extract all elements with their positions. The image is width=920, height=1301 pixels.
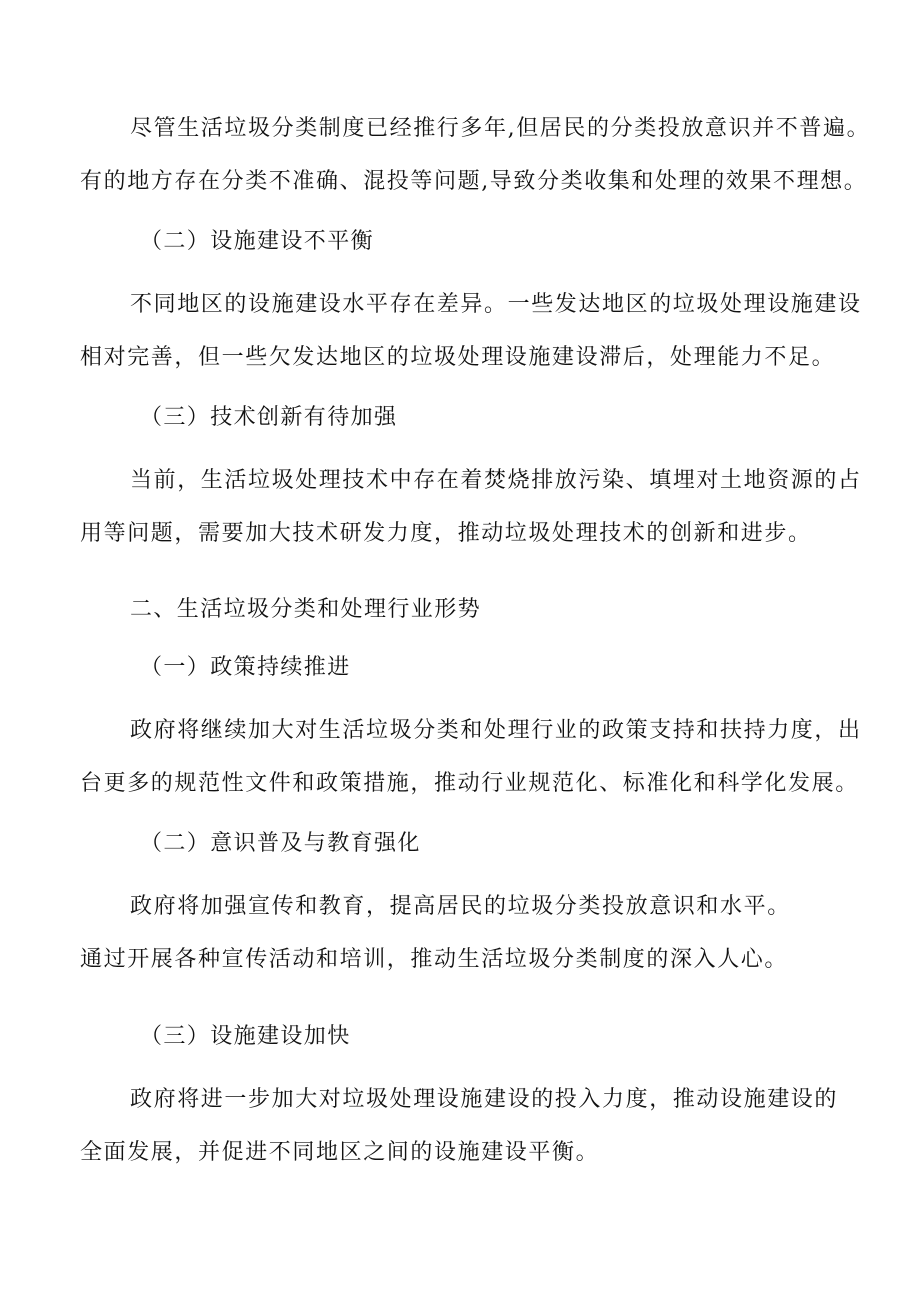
paragraph-line: 当前，生活垃圾处理技术中存在着焚烧排放污染、填埋对土地资源的占 xyxy=(130,468,862,493)
section-subheading: （二）意识普及与教育强化 xyxy=(140,831,421,856)
paragraph-line: 政府将加强宣传和教育，提高居民的垃圾分类投放意识和水平。 xyxy=(130,894,791,919)
section-subheading: （三）设施建设加快 xyxy=(140,1024,351,1049)
paragraph-line: 政府将继续加大对生活垃圾分类和处理行业的政策支持和扶持力度，出 xyxy=(130,718,862,743)
paragraph-line: 全面发展，并促进不同地区之间的设施建设平衡。 xyxy=(80,1140,600,1165)
section-subheading: （二）设施建设不平衡 xyxy=(140,229,375,254)
paragraph-line: 不同地区的设施建设水平存在差异。一些发达地区的垃圾处理设施建设 xyxy=(130,292,862,317)
paragraph-line: 政府将进一步加大对垃圾处理设施建设的投入力度，推动设施建设的 xyxy=(130,1087,839,1112)
paragraph-line: 用等问题，需要加大技术研发力度，推动垃圾处理技术的创新和进步。 xyxy=(80,521,812,546)
section-heading: 二、生活垃圾分类和处理行业形势 xyxy=(130,597,482,622)
paragraph-line: 尽管生活垃圾分类制度已经推行多年,但居民的分类投放意识并不普遍。 xyxy=(130,116,871,141)
paragraph-line: 通过开展各种宣传活动和培训，推动生活垃圾分类制度的深入人心。 xyxy=(80,947,789,972)
section-subheading: （一）政策持续推进 xyxy=(140,655,351,680)
paragraph-line: 台更多的规范性文件和政策措施，推动行业规范化、标准化和科学化发展。 xyxy=(80,771,859,796)
section-subheading: （三）技术创新有待加强 xyxy=(140,405,398,430)
paragraph-line: 有的地方存在分类不准确、混投等问题,导致分类收集和处理的效果不理想。 xyxy=(80,169,868,194)
paragraph-line: 相对完善，但一些欠发达地区的垃圾处理设施建设滞后，处理能力不足。 xyxy=(80,345,836,370)
